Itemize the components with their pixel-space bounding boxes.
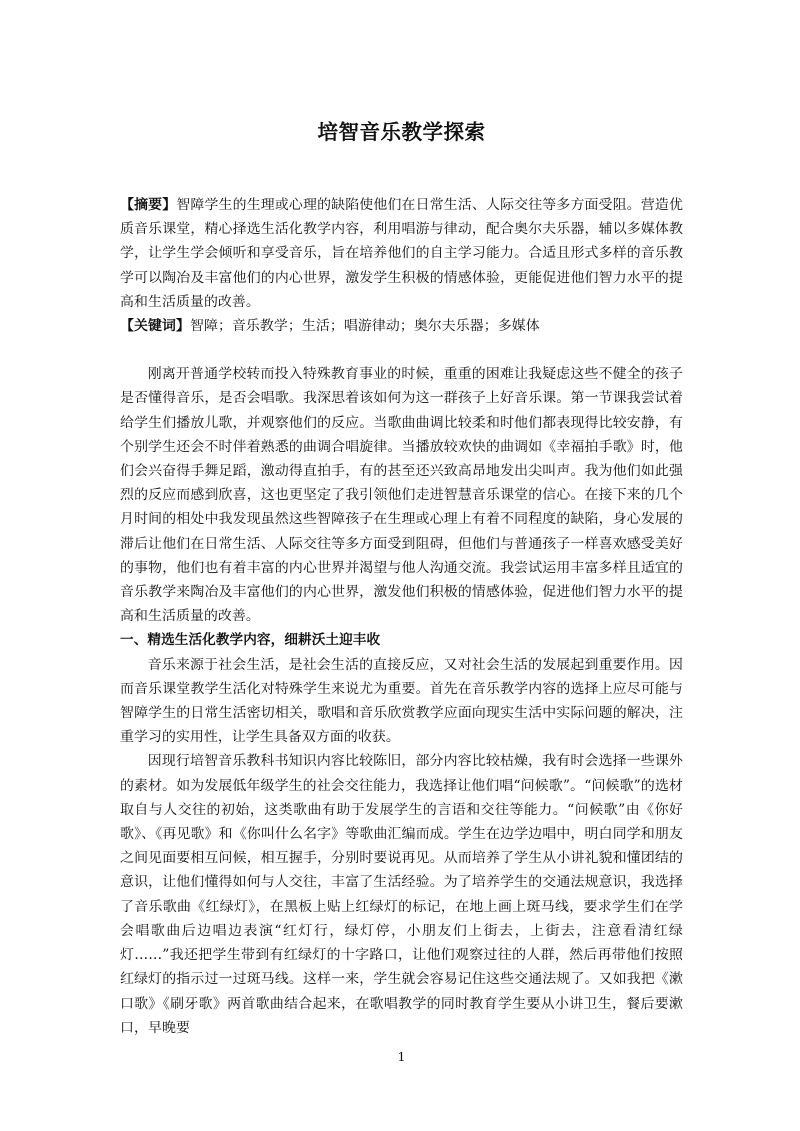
intro-paragraph: 刚离开普通学校转而投入特殊教育事业的时候，重重的困难让我疑虑这些不健全的孩子是否懂得音乐，是否会唱歌。我深思着该如何为这一群孩子上好音乐课。第一节课我尝试着给学生们播放儿歌，并观察他们的反应。当歌曲曲调比较柔和时他们都表现得比较安静，有个别学生还会不时伴着熟悉的曲调合唱旋律。当播放较欢快的曲调如《幸福拍手歌》时，他们会兴奋得手舞足蹈，激动得直拍手，有的甚至还兴致高昂地发出尖叫声。我为他们如此强烈的反应而感到欣喜，这也更坚定了我引领他们走进智慧音乐课堂的信心。在接下来的几个月时间的相处中我发现虽然这些智障孩子在生理或心理上有着不同程度的缺陷，身心发展的滞后让他们在日常生活、人际交往等多方面受到阻碍，但他们与普通孩子一样喜欢感受美好的事物，他们也有着丰富的内心世界并渴望与他人沟通交流。我尝试运用丰富多样且适宜的音乐教学来陶冶及丰富他们的内心世界，激发他们积极的情感体验，促进他们智力水平的提高和生活质量的改善。 (120, 366, 683, 625)
section-one-paragraph-1: 音乐来源于社会生活，是社会生活的直接反应，又对社会生活的发展起到重要作用。因而音乐课堂教学生活化对特殊学生来说尤为重要。首先在音乐教学内容的选择上应尽可能与智障学生的日常生活密切相关，歌唱和音乐欣赏教学应面向现实生活中实际问题的解决，注重学习的实用性，让学生具备双方面的收获。 (120, 656, 683, 746)
paragraph-spacer (120, 338, 683, 362)
document-title: 培智音乐教学探索 (317, 120, 486, 144)
section-one-paragraph-2: 因现行培智音乐教科书知识内容比较陈旧，部分内容比较枯燥，我有时会选择一些课外的素材。如为发展低年级学生的社会交往能力，我选择让他们唱“问候歌”。“问候歌”的选材取自与人交往的初始，这类歌曲有助于发展学生的言语和交往等能力。“问候歌”由《你好歌》、《再见歌》和《你叫什么名字》等歌曲汇编而成。学生在边学边唱中，明白同学和朋友之间见面要相互问候，相互握手，分别时要说再见。从而培养了学生从小讲礼貌和懂团结的意识，让他们懂得如何与人交往，丰富了生活经验。为了培养学生的交通法规意识，我选择了音乐歌曲《红绿灯》，在黑板上贴上红绿灯的标记，在地上画上斑马线，要求学生们在学会唱歌曲后边唱边表演“红灯行，绿灯停，小朋友们上街去，上街去，注意看清红绿灯……”我还把学生带到有红绿灯的十字路口，让他们观察过往的人群，然后再带他们按照红绿灯的指示过一过斑马线。这样一来，学生就会容易记住这些交通法规了。又如我把《漱口歌》《刷牙歌》两首歌曲结合起来，在歌唱教学的同时教育学生要从小讲卫生，餐后要漱口，早晚要 (120, 753, 683, 1036)
abstract-paragraph (120, 193, 683, 314)
document-body (120, 193, 683, 1040)
section-one-heading: 一、精选生活化教学内容，细耕沃土迎丰收 (120, 632, 381, 649)
abstract-label: 【摘要】 (120, 197, 177, 213)
page-number: 1 (397, 1049, 406, 1064)
keywords-paragraph (120, 314, 683, 338)
document-page (120, 0, 683, 1131)
keywords-text: 智障；音乐教学；生活；唱游律动；奥尔夫乐器；多媒体 (189, 318, 540, 335)
keywords-label: 【关键词】 (120, 318, 190, 335)
abstract-text: 智障学生的生理或心理的缺陷使他们在日常生活、人际交往等多方面受阻。营造优质音乐课堂，精心择选生活化教学内容，利用唱游与律动，配合奥尔夫乐器，辅以多媒体教学，让学生学会倾听和享受音乐，旨在培养他们的自主学习能力。合适且形式多样的音乐教学可以陶冶及丰富他们的内心世界，激发学生积极的情感体验，更能促进他们智力水平的提高和生活质量的改善。 (120, 197, 683, 310)
